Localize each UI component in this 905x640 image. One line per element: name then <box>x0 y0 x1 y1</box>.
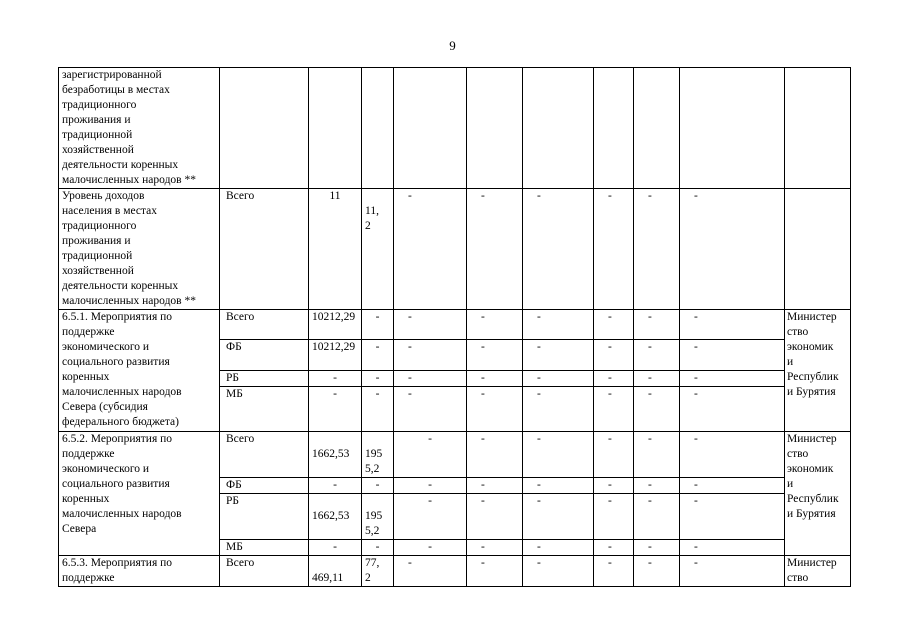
dash-cell: - <box>680 189 785 310</box>
year-value-cell: 11, 2 <box>362 189 394 310</box>
dash-cell: - <box>467 432 523 478</box>
dash-cell: - <box>634 310 680 340</box>
dash-cell: - <box>523 478 594 494</box>
dash-cell: - <box>394 310 467 340</box>
empty-cell <box>394 68 467 189</box>
responsible-652: Министер ство экономик и Республик и Бурятия <box>785 432 851 556</box>
program-table <box>58 67 851 587</box>
dash-cell: - <box>634 189 680 310</box>
empty-cell <box>523 68 594 189</box>
dash-cell: - <box>523 432 594 478</box>
source-cell: Всего <box>220 556 309 587</box>
empty-cell <box>634 68 680 189</box>
dash-cell: - <box>634 371 680 387</box>
dash-cell: - <box>362 340 394 371</box>
dash-cell: - <box>680 556 785 587</box>
dash-cell: - <box>394 371 467 387</box>
dash-cell: - <box>467 540 523 556</box>
dash-cell: - <box>523 387 594 432</box>
total-cell: 10212,29 <box>309 340 362 371</box>
dash-cell: - <box>362 540 394 556</box>
total-cell: 1662,53 <box>309 494 362 540</box>
table-row <box>59 189 851 310</box>
dash-cell: - <box>634 494 680 540</box>
source-cell: ФБ <box>220 340 309 371</box>
dash-cell: - <box>680 387 785 432</box>
source-cell: РБ <box>220 371 309 387</box>
page-number: 9 <box>449 38 456 53</box>
dash-cell: - <box>594 340 634 371</box>
source-cell: Всего <box>220 189 309 310</box>
dash-cell: - <box>523 494 594 540</box>
dash-cell: - <box>394 387 467 432</box>
year-value-cell: 195 5,2 <box>362 432 394 478</box>
dash-cell: - <box>309 387 362 432</box>
dash-cell: - <box>467 556 523 587</box>
year-value-cell: 77, 2 <box>362 556 394 587</box>
dash-cell: - <box>594 310 634 340</box>
table-row <box>59 432 851 478</box>
dash-cell: - <box>634 432 680 478</box>
dash-cell: - <box>680 432 785 478</box>
source-cell: МБ <box>220 387 309 432</box>
dash-cell: - <box>394 494 467 540</box>
empty-cell <box>785 68 851 189</box>
dash-cell: - <box>394 540 467 556</box>
dash-cell: - <box>523 556 594 587</box>
dash-cell: - <box>680 340 785 371</box>
dash-cell: - <box>467 371 523 387</box>
dash-cell: - <box>394 340 467 371</box>
source-cell: ФБ <box>220 478 309 494</box>
measure-651: 6.5.1. Мероприятия по поддержке экономического и социального развития коренных малочисленных народов Севера (субсидия федерального бюджета) <box>59 310 220 432</box>
dash-cell: - <box>594 540 634 556</box>
dash-cell: - <box>467 494 523 540</box>
responsible-653: Министер ство <box>785 556 851 587</box>
indicator-unemployment-cont: зарегистрированной безработицы в местах традиционного проживания и традиционной хозяйственной деятельности коренных малочисленных народов ** <box>59 68 220 189</box>
total-cell: 1662,53 <box>309 432 362 478</box>
empty-cell <box>220 68 309 189</box>
dash-cell: - <box>523 310 594 340</box>
responsible-651: Министер ство экономик и Республик и Бурятия <box>785 310 851 432</box>
total-cell: 11 <box>309 189 362 310</box>
dash-cell: - <box>523 340 594 371</box>
table-row <box>59 556 851 587</box>
total-cell: 469,11 <box>309 556 362 587</box>
dash-cell: - <box>467 340 523 371</box>
empty-cell <box>785 189 851 310</box>
dash-cell: - <box>594 494 634 540</box>
empty-cell <box>309 68 362 189</box>
source-cell: МБ <box>220 540 309 556</box>
dash-cell: - <box>634 478 680 494</box>
dash-cell: - <box>594 432 634 478</box>
dash-cell: - <box>594 371 634 387</box>
dash-cell: - <box>594 478 634 494</box>
dash-cell: - <box>467 189 523 310</box>
dash-cell: - <box>594 189 634 310</box>
empty-cell <box>594 68 634 189</box>
dash-cell: - <box>634 387 680 432</box>
dash-cell: - <box>394 189 467 310</box>
dash-cell: - <box>523 540 594 556</box>
source-cell: Всего <box>220 432 309 478</box>
dash-cell: - <box>467 478 523 494</box>
dash-cell: - <box>634 340 680 371</box>
dash-cell: - <box>634 556 680 587</box>
dash-cell: - <box>467 310 523 340</box>
measure-653: 6.5.3. Мероприятия по поддержке <box>59 556 220 587</box>
dash-cell: - <box>634 540 680 556</box>
dash-cell: - <box>680 478 785 494</box>
total-cell: 10212,29 <box>309 310 362 340</box>
indicator-income-level: Уровень доходов населения в местах традиционного проживания и традиционной хозяйственной деятельности коренных малочисленных народов ** <box>59 189 220 310</box>
dash-cell: - <box>309 371 362 387</box>
dash-cell: - <box>362 478 394 494</box>
measure-652: 6.5.2. Мероприятия по поддержке экономического и социального развития коренных малочисленных народов Севера <box>59 432 220 556</box>
source-cell: РБ <box>220 494 309 540</box>
dash-cell: - <box>523 189 594 310</box>
dash-cell: - <box>467 387 523 432</box>
source-cell: Всего <box>220 310 309 340</box>
dash-cell: - <box>680 494 785 540</box>
dash-cell: - <box>309 478 362 494</box>
dash-cell: - <box>680 540 785 556</box>
dash-cell: - <box>680 371 785 387</box>
dash-cell: - <box>523 371 594 387</box>
dash-cell: - <box>309 540 362 556</box>
dash-cell: - <box>362 387 394 432</box>
dash-cell: - <box>394 556 467 587</box>
dash-cell: - <box>594 387 634 432</box>
dash-cell: - <box>594 556 634 587</box>
year-value-cell: 195 5,2 <box>362 494 394 540</box>
dash-cell: - <box>362 310 394 340</box>
dash-cell: - <box>362 371 394 387</box>
table-row <box>59 310 851 340</box>
table-row <box>59 68 851 189</box>
empty-cell <box>680 68 785 189</box>
empty-cell <box>467 68 523 189</box>
dash-cell: - <box>394 478 467 494</box>
empty-cell <box>362 68 394 189</box>
dash-cell: - <box>394 432 467 478</box>
dash-cell: - <box>680 310 785 340</box>
